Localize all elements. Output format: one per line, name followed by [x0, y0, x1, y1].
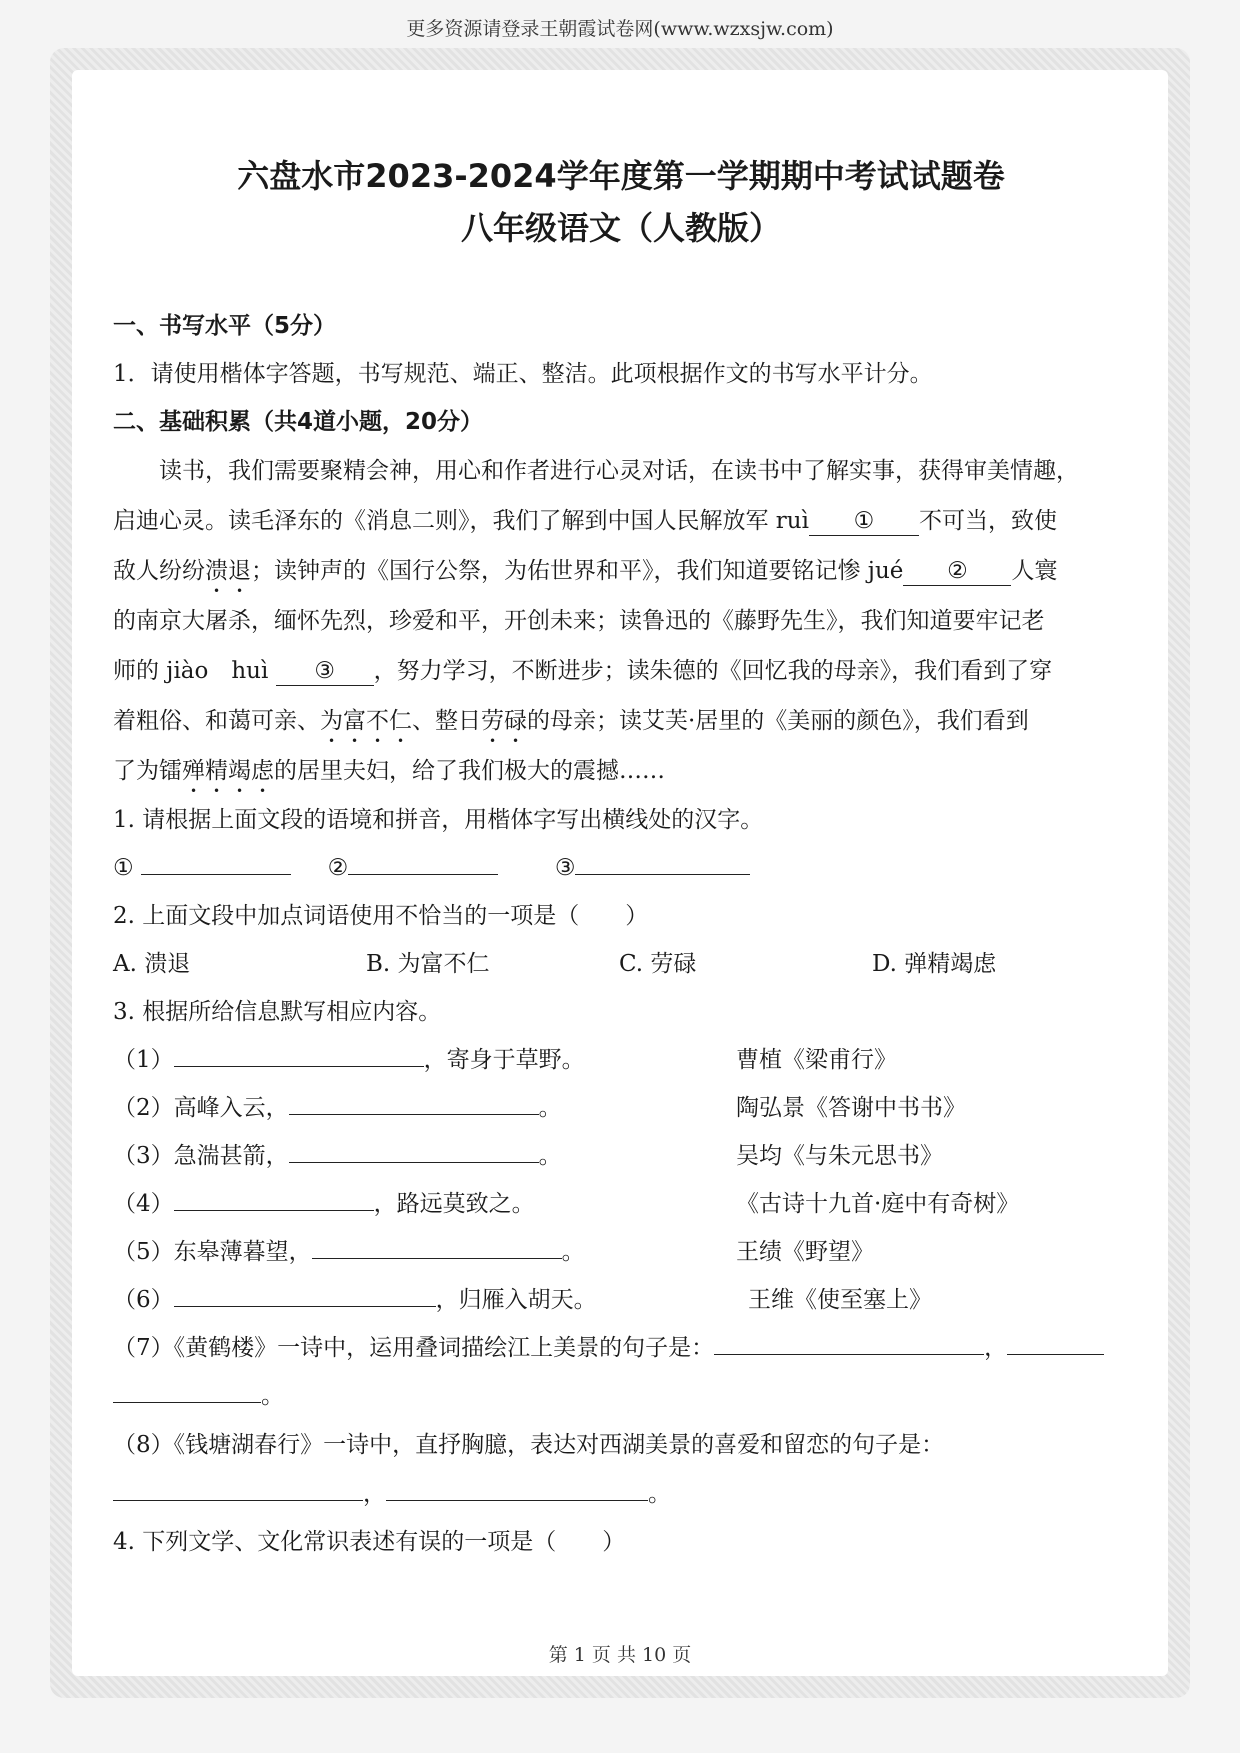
item-number: （4） — [113, 1191, 174, 1217]
passage-line: 读书，我们需要聚精会神，用心和作者进行心灵对话，在读书中了解实事，获得审美情趣， — [159, 458, 1079, 484]
dotted-word-2: 为富不仁 — [320, 708, 412, 734]
recite-item-8: （8）《钱塘湖春行》一诗中，直抒胸臆，表达对西湖美景的喜爱和留恋的句子是： — [113, 1432, 945, 1458]
recite-item-7-cont — [113, 1372, 1129, 1420]
recite-blank[interactable] — [174, 1066, 424, 1067]
item-number: （6） — [113, 1287, 174, 1313]
item-text: 高峰入云， — [173, 1095, 289, 1121]
passage-line — [113, 496, 1129, 546]
passage-text: 启迪心灵。读毛泽东的《消息二则》，我们了解到中国人民解放军 ruì — [113, 508, 809, 534]
passage-line — [113, 546, 1129, 596]
passage-line — [113, 696, 1129, 746]
recite-item-8-cont — [113, 1470, 1129, 1518]
item-text: （7）《黄鹤楼》一诗中，运用叠词描绘江上美景的句子是： — [113, 1335, 715, 1361]
recite-item — [113, 1228, 1129, 1276]
punct: 。 — [648, 1481, 671, 1507]
passage-text: 不可当，致使 — [918, 508, 1057, 534]
passage-line: 的南京大屠杀，缅怀先烈，珍爱和平，开创未来；读鲁迅的《藤野先生》，我们知道要牢记老 — [113, 608, 1045, 634]
passage-line — [113, 746, 1129, 796]
answer-mark: ② — [327, 855, 349, 881]
passage-text: 的母亲；读艾芙·居里的《美丽的颜色》，我们看到 — [527, 708, 1029, 734]
item-number: （1） — [113, 1047, 174, 1073]
option-b[interactable]: B. 为富不仁 — [366, 951, 490, 977]
blank-2[interactable]: ② — [903, 557, 1011, 586]
punct: 。 — [261, 1383, 284, 1409]
recite-blank[interactable] — [174, 1306, 436, 1307]
item-source: 王绩《野望》 — [736, 1239, 874, 1265]
item-source: 《古诗十九首·庭中有奇树》 — [736, 1191, 1020, 1217]
dotted-word-3: 劳碌 — [481, 708, 527, 734]
question-2-2: 2. 上面文段中加点词语使用不恰当的一项是（ ） — [113, 903, 649, 929]
item-text: 。 — [561, 1239, 585, 1265]
answer-blank-2[interactable] — [348, 874, 498, 875]
section-1-question: 1．请使用楷体字答题，书写规范、端正、整洁。此项根据作文的书写水平计分。 — [113, 361, 933, 387]
blank-3[interactable]: ③ — [276, 657, 374, 686]
reading-passage — [113, 446, 1129, 796]
dotted-word-1: 溃退 — [205, 558, 251, 584]
punct: ， — [363, 1481, 386, 1507]
passage-text: 的居里夫妇，给了我们极大的震撼…… — [274, 758, 665, 784]
item-source: 曹植《梁甫行》 — [736, 1047, 897, 1073]
passage-text: ，努力学习，不断进步；读朱德的《回忆我的母亲》，我们看到了穿 — [373, 658, 1053, 684]
answer-mark: ③ — [554, 855, 576, 881]
item-source: 吴均《与朱元思书》 — [736, 1143, 943, 1169]
passage-line — [113, 646, 1129, 696]
exam-title: 六盘水市2023-2024学年度第一学期期中考试试题卷 — [237, 157, 1005, 195]
item-source: 王维《使至塞上》 — [748, 1287, 932, 1313]
recite-blank[interactable] — [113, 1402, 261, 1403]
item-text: 。 — [538, 1095, 562, 1121]
recite-blank[interactable] — [312, 1258, 562, 1259]
item-number: （3） — [113, 1143, 174, 1169]
item-text: ，寄身于草野。 — [423, 1047, 585, 1073]
item-text: 。 — [538, 1143, 562, 1169]
recite-item — [113, 1084, 1129, 1132]
item-source: 陶弘景《答谢中书书》 — [736, 1095, 966, 1121]
option-a[interactable]: A. 溃退 — [113, 951, 191, 977]
resource-banner: 更多资源请登录王朝霞试卷网(www.wzxsjw.com) — [406, 18, 834, 40]
answer-mark: ① — [113, 855, 134, 881]
recite-item — [113, 1180, 1129, 1228]
recite-blank[interactable] — [174, 1210, 374, 1211]
recite-blank[interactable] — [289, 1162, 539, 1163]
recite-blank[interactable] — [289, 1114, 539, 1115]
item-number: （2） — [113, 1095, 174, 1121]
item-text: 东皋薄暮望， — [173, 1239, 312, 1265]
recite-item-7 — [113, 1324, 1129, 1372]
option-d[interactable]: D. 弹精竭虑 — [872, 951, 997, 977]
recite-item — [113, 1276, 1129, 1324]
answer-blank-1[interactable] — [141, 874, 291, 875]
punct: ， — [984, 1335, 1008, 1361]
passage-text: 着粗俗、和蔼可亲、 — [113, 708, 320, 734]
recite-blank[interactable] — [113, 1500, 363, 1501]
passage-text: 师的 jiào huì — [113, 658, 269, 684]
item-text: ，路远莫致之。 — [373, 1191, 535, 1217]
section-2-heading: 二、基础积累（共4道小题，20分） — [113, 409, 484, 435]
recite-item — [113, 1132, 1129, 1180]
question-2-1: 1. 请根据上面文段的语境和拼音，用楷体字写出横线处的汉字。 — [113, 807, 764, 833]
recite-blank[interactable] — [714, 1354, 984, 1355]
choice-options — [113, 940, 1129, 988]
item-text: ，归雁入胡天。 — [435, 1287, 597, 1313]
answer-blank-3[interactable] — [575, 874, 750, 875]
exam-page — [113, 150, 1129, 1566]
passage-text: 人寰 — [1011, 558, 1058, 584]
recite-blank[interactable] — [1007, 1354, 1104, 1355]
page-number: 第 1 页 共 10 页 — [548, 1644, 692, 1666]
exam-subtitle: 八年级语文（人教版） — [460, 209, 781, 247]
option-c[interactable]: C. 劳碌 — [619, 951, 697, 977]
blank-1[interactable]: ① — [809, 507, 919, 536]
dotted-word-4: 殚精竭虑 — [182, 758, 274, 784]
answer-blanks-row — [113, 844, 1129, 892]
section-1-heading: 一、书写水平（5分） — [113, 313, 337, 339]
passage-text: 敌人纷纷 — [113, 558, 205, 584]
item-number: （5） — [113, 1239, 174, 1265]
passage-text: 了为镭 — [113, 758, 182, 784]
passage-text: 、整日 — [412, 708, 481, 734]
recite-item — [113, 1036, 1129, 1084]
item-text: 急湍甚箭， — [173, 1143, 289, 1169]
question-2-4: 4. 下列文学、文化常识表述有误的一项是（ ） — [113, 1529, 626, 1555]
passage-text: ；读钟声的《国行公祭，为佑世界和平》，我们知道要铭记惨 jué — [251, 558, 904, 584]
recite-blank[interactable] — [386, 1500, 648, 1501]
question-2-3: 3. 根据所给信息默写相应内容。 — [113, 999, 442, 1025]
